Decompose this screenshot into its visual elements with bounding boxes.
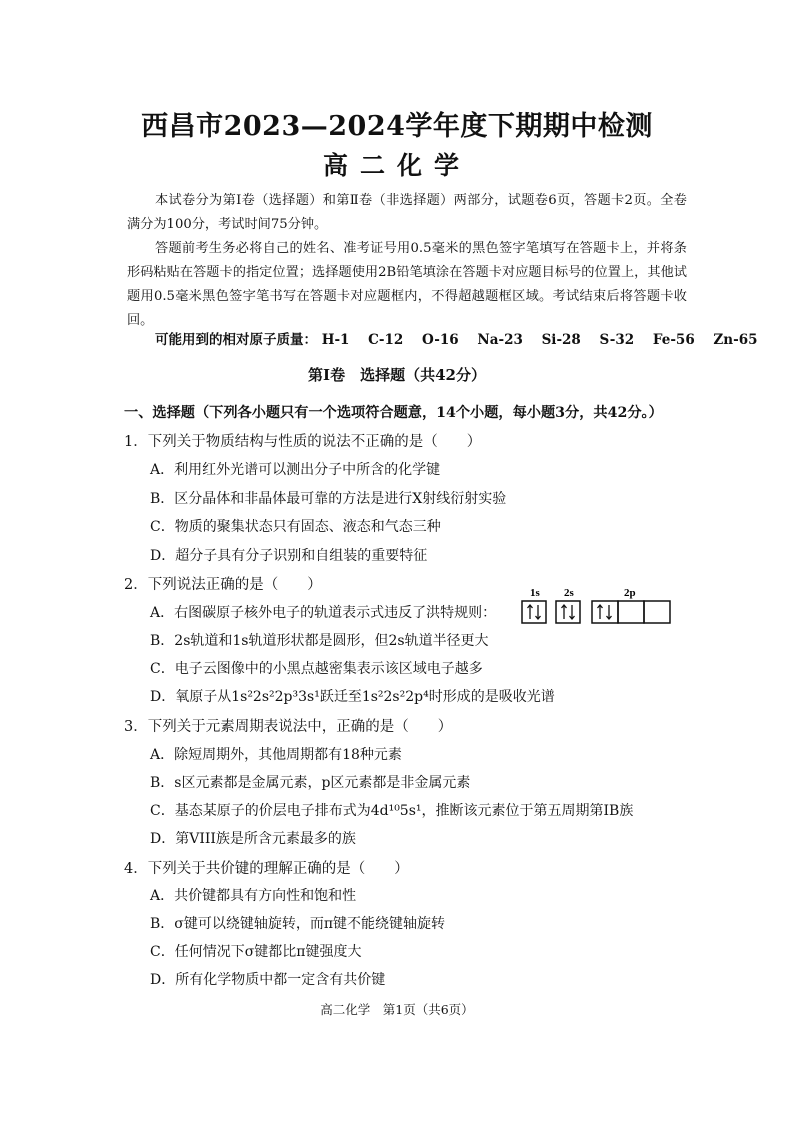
orbital-box-2s [556,601,580,623]
orbital-label-1s: 1s [530,587,540,599]
question-2-option-d: D．氧原子从1s²2s²2p³3s¹跃迁至1s²2s²2p⁴时形成的是吸收光谱 [150,689,555,705]
question-1-stem: 1．下列关于物质结构与性质的说法不正确的是（ ） [124,434,482,450]
intro-paragraph-2: 答题前考生务必将自己的姓名、准考证号用0.5毫米的黑色签字笔填写在答题卡上，并将条形码粘贴在答题卡的指定位置；选择题使用2B铅笔填涂在答题卡对应题目标号的位置上，其他试题用0.5毫米黑色签字笔书写在答题卡对应题框内，不得超越题框区域。考试结束后将答题卡收回。 [127,241,687,328]
question-4-stem: 4．下列关于共价键的理解正确的是（ ） [124,861,409,877]
question-4-option-c: C．任何情况下σ键都比π键强度大 [150,944,362,960]
page-footer: 高二化学 第1页（共6页） [320,1002,474,1017]
electron-pair-2s [562,605,575,619]
atomic-masses [155,328,771,348]
orbital-diagram [518,584,678,628]
mass-zn: Zn-65 [713,332,758,348]
electron-pair-1s [528,605,541,619]
question-3-option-b: B．s区元素都是金属元素，p区元素都是非金属元素 [150,775,471,791]
orbital-box-2p-3 [644,601,670,623]
question-2-option-c: C．电子云图像中的小黑点越密集表示该区域电子越多 [150,661,483,677]
question-4-option-b: B．σ键可以绕键轴旋转，而π键不能绕键轴旋转 [150,916,446,932]
mass-h: H-1 [321,332,350,348]
question-3-stem: 3．下列关于元素周期表说法中，正确的是（ ） [124,719,453,735]
question-3-option-c: C．基态某原子的价层电子排布式为4d¹⁰5s¹，推断该元素位于第五周期第IB族 [150,803,634,819]
question-1-option-a: A．利用红外光谱可以测出分子中所含的化学键 [150,462,441,478]
intro-block [127,189,687,237]
mass-s: S-32 [599,332,635,348]
intro-paragraph-1: 本试卷分为第Ⅰ卷（选择题）和第Ⅱ卷（非选择题）两部分，试题卷6页，答题卡2页。全卷满分为100分，考试时间75分钟。 [127,193,687,232]
question-2-option-b: B．2s轨道和1s轨道形状都是圆形，但2s轨道半径更大 [150,633,489,649]
exam-subtitle: 高二化学 [322,151,471,180]
mass-na: Na-23 [477,332,523,348]
orbital-box-2p-1 [592,601,618,623]
orbital-label-2p: 2p [624,587,636,599]
question-4-option-d: D．所有化学物质中都一定含有共价键 [150,972,386,988]
question-2-stem: 2．下列说法正确的是（ ） [124,577,322,593]
mass-c: C-12 [368,332,404,348]
question-2-option-a: A．右图碳原子核外电子的轨道表示式违反了洪特规则： [150,605,497,621]
mass-si: Si-28 [541,332,581,348]
orbital-box-1s [522,601,546,623]
electron-pair-2p [598,605,612,619]
mass-fe: Fe-56 [652,332,695,348]
question-3-option-d: D．第VIII族是所含元素最多的族 [150,831,356,847]
question-1-option-d: D．超分子具有分子识别和自组装的重要特征 [150,548,428,564]
section-instruction: 一、选择题（下列各小题只有一个选项符合题意，14个小题，每小题3分，共42分。） [124,405,663,421]
mass-o: O-16 [422,332,459,348]
exam-title: 西昌市2023—2024学年度下期期中检测 [141,111,653,142]
intro-block-2 [127,237,687,333]
question-3-option-a: A．除短周期外，其他周期都有18种元素 [150,747,402,763]
orbital-box-2p-2 [618,601,644,623]
orbital-label-2s: 2s [564,587,574,599]
question-1-option-b: B．区分晶体和非晶体最可靠的方法是进行X射线衍射实验 [150,491,507,507]
question-4-option-a: A．共价键都具有方向性和饱和性 [150,888,357,904]
question-1-option-c: C．物质的聚集状态只有固态、液态和气态三种 [150,519,441,535]
section-title: 第Ⅰ卷 选择题（共42分） [308,366,486,384]
atomic-masses-label: 可能用到的相对原子质量： [155,332,317,348]
